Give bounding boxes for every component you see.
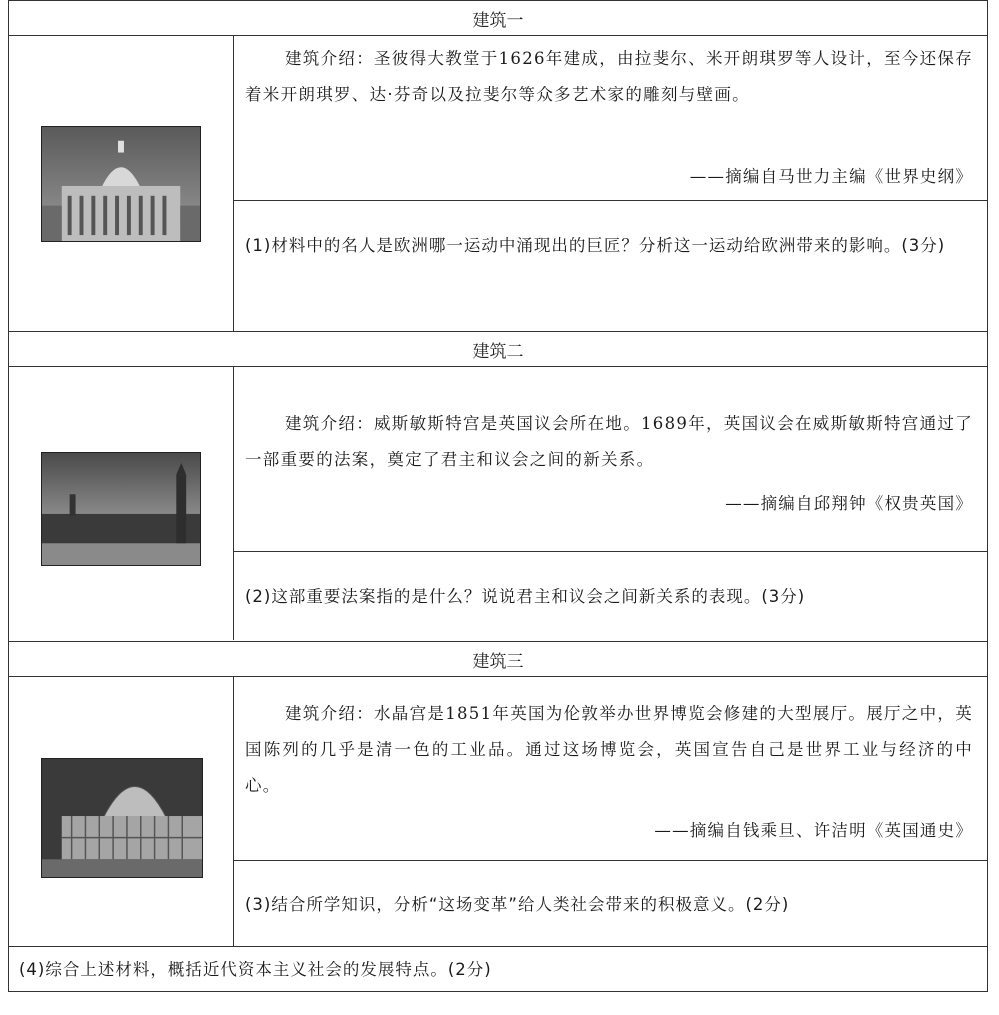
section-2-source: ——摘编自邱翔钟《权贵英国》 — [725, 494, 973, 513]
section-3-intro: 建筑介绍：水晶宫是1851年英国为伦敦举办世界博览会修建的大型展厅。展厅之中，英国陈列的几乎是清一色的工业品。通过这场博览会，英国宣告自己是世界工业与经济的中心。 — [245, 704, 973, 795]
section-3-source: ——摘编自钱乘旦、许洁明《英国通史》 — [654, 821, 973, 840]
crystal-palace-photo — [41, 758, 203, 878]
final-question: (4)综合上述材料，概括近代资本主义社会的发展特点。(2分) — [19, 960, 492, 979]
section-2-intro: 建筑介绍：威斯敏斯特宫是英国议会所在地。1689年，英国议会在威斯敏斯特宫通过了一部重要的法案，奠定了君主和议会之间的新关系。 — [245, 414, 973, 469]
divider — [233, 200, 987, 201]
section-1-intro: 建筑介绍：圣彼得大教堂于1626年建成，由拉斐尔、米开朗琪罗等人设计，至今还保存着米开朗琪罗、达·芬奇以及拉斐尔等众多艺术家的雕刻与壁画。 — [245, 49, 973, 104]
section-2-title: 建筑二 — [9, 332, 987, 367]
divider — [233, 860, 987, 861]
st-peters-basilica-photo — [41, 126, 201, 242]
divider — [233, 551, 987, 552]
section-3-title: 建筑三 — [9, 642, 987, 677]
divider — [9, 946, 987, 947]
section-1-question: (1)材料中的名人是欧洲哪一运动中涌现出的巨匠？分析这一运动给欧洲带来的影响。(3分) — [245, 236, 946, 255]
section-2-question: (2)这部重要法案指的是什么？说说君主和议会之间新关系的表现。(3分) — [245, 587, 806, 606]
divider — [233, 676, 234, 946]
divider — [233, 35, 234, 331]
exam-table — [8, 0, 988, 992]
section-3-question: (3)结合所学知识，分析“这场变革”给人类社会带来的积极意义。(2分) — [245, 895, 790, 914]
divider — [233, 366, 234, 640]
section-1-source: ——摘编自马世力主编《世界史纲》 — [689, 167, 973, 186]
westminster-palace-photo — [41, 452, 201, 566]
section-1-title: 建筑一 — [9, 1, 987, 36]
